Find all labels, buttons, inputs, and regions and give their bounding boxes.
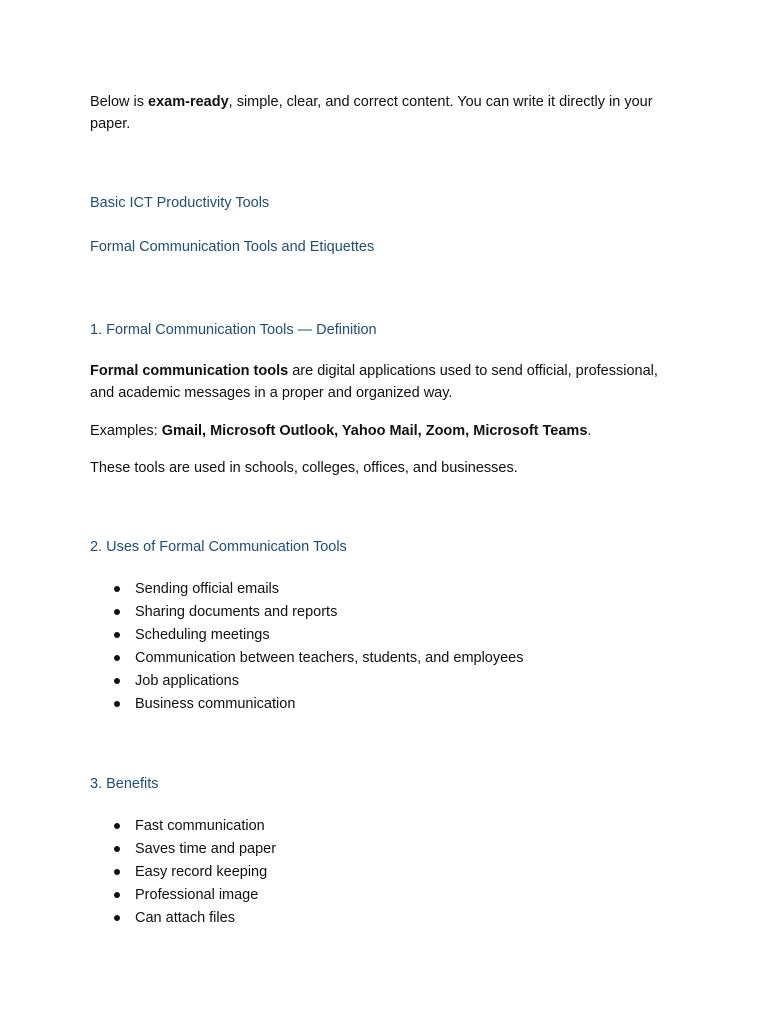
bullet-icon (114, 586, 120, 592)
list-item-text: Business communication (135, 696, 296, 712)
examples-list: Gmail, Microsoft Outlook, Yahoo Mail, Zoom, Microsoft Teams (161, 423, 588, 439)
list-item-text: Communication between teachers, students, and employees (135, 650, 524, 666)
list-item (90, 578, 680, 601)
intro-text-end: , simple, clear, and correct content. You can write it directly in your paper. (90, 94, 653, 132)
examples-end: . (587, 423, 592, 439)
definition-paragraph (90, 360, 680, 404)
list-item (90, 647, 680, 670)
bullet-icon (114, 678, 120, 684)
intro-paragraph (90, 91, 680, 135)
list-item-text: Fast communication (135, 818, 265, 834)
section1-heading: 1. Formal Communication Tools — Definition (90, 322, 377, 338)
list-item-text: Saves time and paper (135, 841, 277, 857)
list-item-text: Scheduling meetings (135, 627, 270, 643)
list-item-text: Easy record keeping (135, 864, 268, 880)
section2-heading: 2. Uses of Formal Communication Tools (90, 539, 347, 555)
section3-heading: 3. Benefits (90, 776, 159, 792)
list-item-text: Sharing documents and reports (135, 604, 338, 620)
document-subtitle: Formal Communication Tools and Etiquettes (90, 239, 375, 255)
usage-paragraph: These tools are used in schools, colleges, offices, and businesses. (90, 460, 518, 476)
list-item-text: Sending official emails (135, 581, 280, 597)
list-item-text: Can attach files (135, 910, 235, 926)
definition-text: are digital applications used to send official, professional, and academic messages in a proper and organized way. (90, 363, 658, 401)
list-item (90, 838, 680, 861)
examples-paragraph (90, 420, 680, 442)
document-title: Basic ICT Productivity Tools (90, 195, 270, 211)
bullet-icon (114, 632, 120, 638)
list-item (90, 601, 680, 624)
bullet-icon (114, 846, 120, 852)
intro-bold: exam-ready (148, 94, 229, 110)
list-item (90, 693, 680, 716)
list-item (90, 670, 680, 693)
list-item (90, 624, 680, 647)
list-item (90, 815, 680, 838)
bullet-icon (114, 915, 120, 921)
list-item (90, 884, 680, 907)
bullet-icon (114, 823, 120, 829)
bullet-icon (114, 892, 120, 898)
bullet-icon (114, 609, 120, 615)
list-item (90, 907, 680, 930)
intro-text-start: Below is (90, 94, 149, 110)
definition-term: Formal communication tools (90, 363, 289, 379)
list-item-text: Job applications (135, 673, 239, 689)
bullet-icon (114, 655, 120, 661)
list-item (90, 861, 680, 884)
list-item-text: Professional image (135, 887, 259, 903)
bullet-icon (114, 701, 120, 707)
bullet-icon (114, 869, 120, 875)
uses-list (90, 578, 680, 716)
examples-label: Examples: (90, 423, 162, 439)
benefits-list (90, 815, 680, 930)
